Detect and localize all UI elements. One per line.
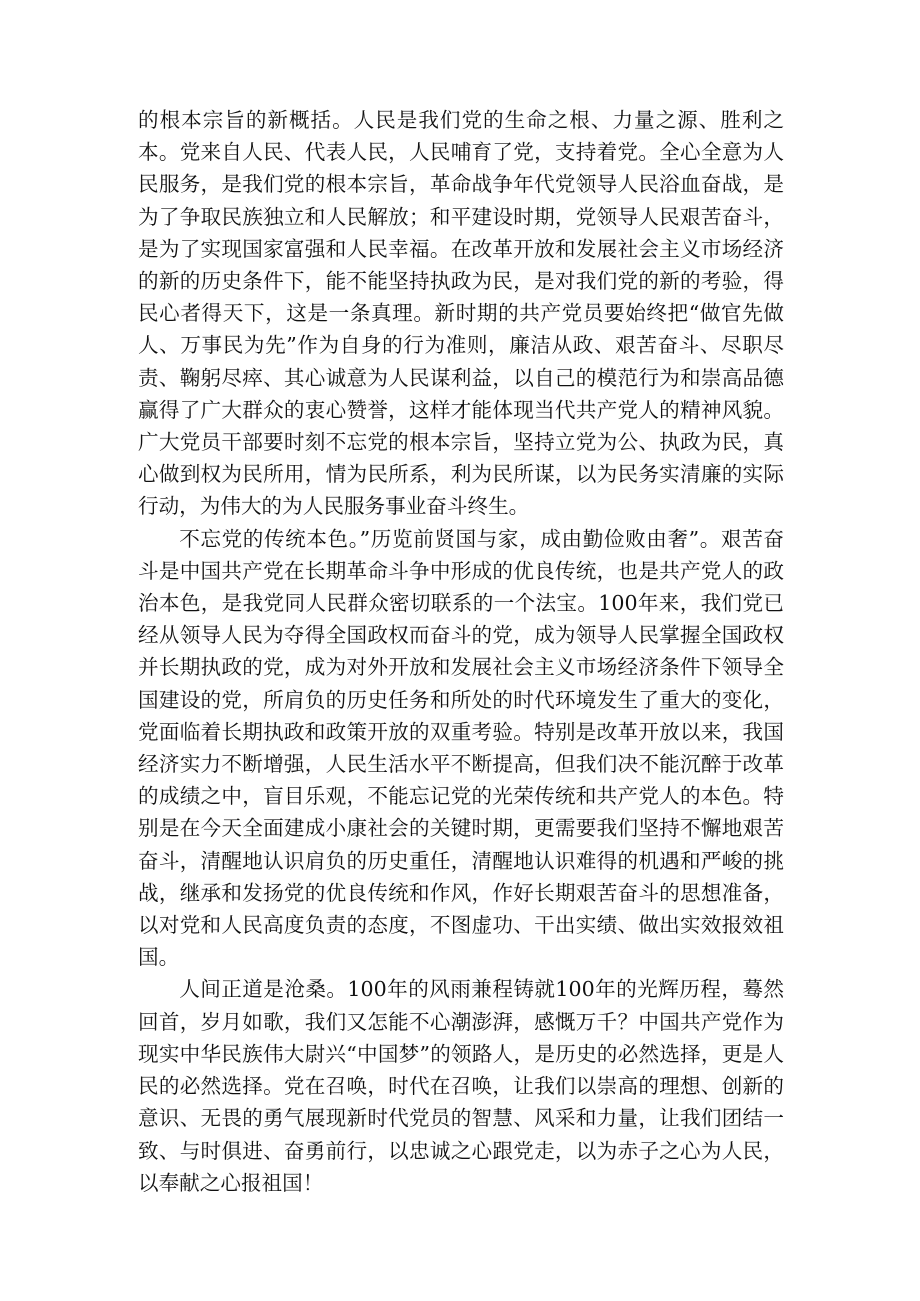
paragraph-right-path: 人间正道是沧桑。100年的风雨兼程铸就100年的光辉历程，蓦然回首，岁月如歌，我们又怎能不心潮澎湃，感慨万千？中国共产党作为现实中华民族伟大尉兴“中国梦”的领路人，是历史的必然选择，更是人民的必然选择。党在召唤，时代在召唤，让我们以崇高的理想、创新的意识、无畏的勇气展现新时代党员的智慧、风采和力量，让我们团结一致、与时俱进、奋勇前行，以忠诚之心跟党走，以为赤子之心为人民，以奉献之心报祖国！ [138, 977, 784, 1195]
document-page [138, 104, 784, 1199]
paragraph-party-purpose: 的根本宗旨的新概括。人民是我们党的生命之根、力量之源、胜利之本。党来自人民、代表人民，人民哺育了党，支持着党。全心全意为人民服务，是我们党的根本宗旨，革命战争年代党领导人民浴血奋战，是为了争取民族独立和人民解放；和平建设时期，党领导人民艰苦奋斗，是为了实现国家富强和人民幸福。在改革开放和发展社会主义市场经济的新的历史条件下，能不能坚持执政为民，是对我们党的新的考验，得民心者得天下，这是一条真理。新时期的共产党员要始终把“做官先做人、万事民为先”作为自身的行为准则，廉洁从政、艰苦奋斗、尽职尽责、鞠躬尽瘁、其心诚意为人民谋利益，以自己的模范行为和崇高品德赢得了广大群众的衷心赞誉，这样才能体现当代共产党人的精神风貌。广大党员干部要时刻不忘党的根本宗旨，坚持立党为公、执政为民，真心做到权为民所用，情为民所系，利为民所谋，以为民务实清廉的实际行动，为伟大的为人民服务事业奋斗终生。 [138, 108, 784, 519]
paragraph-party-tradition: 不忘党的传统本色。”历览前贤国与家，成由勤俭败由奢”。艰苦奋斗是中国共产党在长期革命斗争中形成的优良传统，也是共产党人的政治本色，是我党同人民群众密切联系的一个法宝。100年来，我们党已经从领导人民为夺得全国政权而奋斗的党，成为领导人民掌握全国政权并长期执政的党，成为对外开放和发展社会主义市场经济条件下领导全国建设的党，所肩负的历史任务和所处的时代环境发生了重大的变化，党面临着长期执政和政策开放的双重考验。特别是改革开放以来，我国经济实力不断增强，人民生活水平不断提高，但我们决不能沉醉于改革的成绩之中，盲目乐观，不能忘记党的光荣传统和共产党人的本色。特别是在今天全面建成小康社会的关键时期，更需要我们坚持不懈地艰苦奋斗，清醒地认识肩负的历史重任，清醒地认识难得的机遇和严峻的挑战，继承和发扬党的优良传统和作风，作好长期艰苦奋斗的思想准备，以对党和人民高度负责的态度，不图虚功、干出实绩、做出实效报效祖国。 [138, 526, 784, 970]
